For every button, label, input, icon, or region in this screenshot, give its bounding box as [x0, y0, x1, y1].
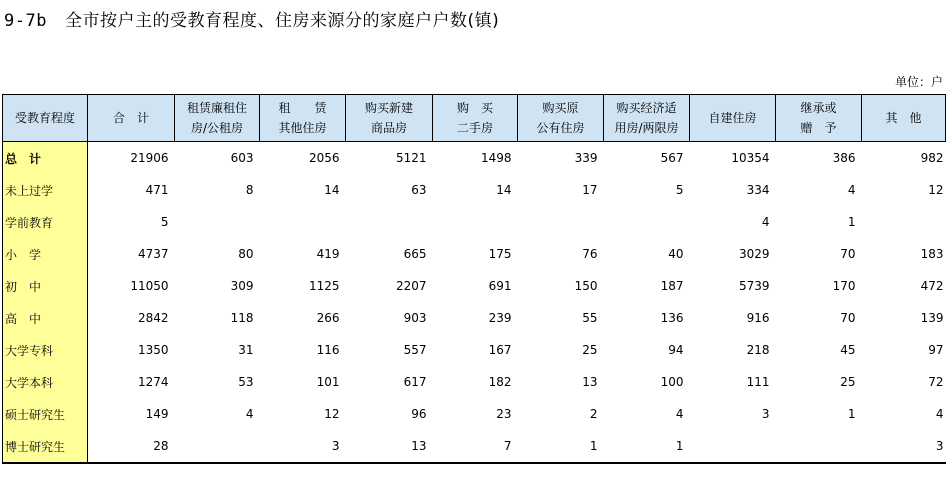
- table-cell: 218: [746, 343, 770, 357]
- table-cell: 386: [832, 151, 856, 165]
- column-header-line-2: 商品房: [370, 121, 407, 135]
- table-row: [3, 238, 946, 270]
- table-cell: 94: [668, 343, 684, 357]
- table-cell: [175, 430, 260, 463]
- table-cell: 40: [668, 247, 684, 261]
- table-body: [3, 142, 946, 464]
- table-cell: 2: [589, 407, 598, 421]
- column-header: [604, 95, 690, 142]
- table-cell: 72: [928, 375, 944, 389]
- table-cell: 17: [582, 183, 598, 197]
- row-label: 初 中: [3, 270, 88, 302]
- column-header-line-2: 房/公租房: [190, 121, 244, 135]
- table-cell: 1125: [308, 279, 340, 293]
- column-header-line-1: 继承或: [800, 101, 837, 115]
- table-cell: [776, 430, 862, 463]
- table-row: [3, 334, 946, 366]
- column-header-line-1: 合 计: [112, 111, 149, 125]
- table-cell: 139: [920, 311, 944, 325]
- column-header: [518, 95, 604, 142]
- table-cell: 3029: [738, 247, 770, 261]
- table-cell: [862, 206, 946, 238]
- table-cell: 45: [840, 343, 856, 357]
- page-title: [4, 6, 499, 31]
- table-cell: 266: [316, 311, 340, 325]
- table-cell: [690, 430, 776, 463]
- row-label: 总 计: [3, 142, 88, 175]
- table-cell: 665: [403, 247, 427, 261]
- table-cell: 1: [847, 407, 856, 421]
- table-cell: 3: [862, 430, 946, 463]
- row-label: 大学专科: [3, 334, 88, 366]
- row-label: 博士研究生: [3, 430, 88, 463]
- column-header-line-1: 租 赁: [278, 101, 327, 115]
- column-header-line-1: 购买新建: [364, 101, 413, 115]
- table-cell: 10354: [731, 151, 770, 165]
- table-cell: 167: [488, 343, 512, 357]
- table-cell: 419: [316, 247, 340, 261]
- table-cell: 175: [488, 247, 512, 261]
- table-header: [3, 95, 946, 142]
- table-row: [3, 174, 946, 206]
- row-label: 学前教育: [3, 206, 88, 238]
- column-header-line-1: 购 买: [456, 101, 493, 115]
- column-header-line-1: 购买原: [542, 101, 579, 115]
- row-label: 硕士研究生: [3, 398, 88, 430]
- data-table: [2, 94, 946, 464]
- table-cell: 25: [582, 343, 598, 357]
- table-cell: 557: [403, 343, 427, 357]
- table-code: 9-7b: [4, 11, 47, 31]
- table-cell: 97: [928, 343, 944, 357]
- table-cell: [518, 206, 604, 238]
- table-row: [3, 398, 946, 430]
- table-cell: 1274: [137, 375, 169, 389]
- table-title: 全市按户主的受教育程度、住房来源分的家庭户户数(镇): [64, 11, 500, 31]
- table-cell: 5: [675, 183, 684, 197]
- table-cell: 63: [411, 183, 427, 197]
- table-cell: 4: [761, 215, 770, 229]
- column-header-line-2: 公有住房: [536, 121, 585, 135]
- row-label: 未上过学: [3, 174, 88, 206]
- table-cell: 982: [920, 151, 944, 165]
- table-cell: 1: [604, 430, 690, 463]
- table-cell: 80: [238, 247, 254, 261]
- table-cell: 136: [660, 311, 684, 325]
- column-header: [690, 95, 776, 142]
- column-header: [433, 95, 518, 142]
- table-cell: 1: [847, 215, 856, 229]
- column-header-line-1: 其 他: [885, 111, 922, 125]
- table-cell: 150: [574, 279, 598, 293]
- table-cell: 183: [920, 247, 944, 261]
- table-cell: 13: [582, 375, 598, 389]
- column-header: [346, 95, 433, 142]
- column-header: [862, 95, 946, 142]
- table-cell: 116: [316, 343, 340, 357]
- table-cell: 4: [935, 407, 944, 421]
- table-cell: 53: [238, 375, 254, 389]
- table-cell: 5: [160, 215, 169, 229]
- table-cell: 1498: [480, 151, 512, 165]
- table-cell: [433, 206, 518, 238]
- column-header-line-2: 其他住房: [278, 121, 327, 135]
- table-cell: 21906: [130, 151, 169, 165]
- table-cell: 916: [746, 311, 770, 325]
- table-cell: 149: [145, 407, 169, 421]
- table-cell: 70: [840, 311, 856, 325]
- table-cell: 1: [518, 430, 604, 463]
- table-cell: [604, 206, 690, 238]
- table-cell: 4: [245, 407, 254, 421]
- table-row: [3, 366, 946, 398]
- table-cell: 101: [316, 375, 340, 389]
- table-cell: 14: [324, 183, 340, 197]
- table-cell: 96: [411, 407, 427, 421]
- row-label: 大学本科: [3, 366, 88, 398]
- table-cell: 471: [145, 183, 169, 197]
- column-header-line-1: 自建住房: [708, 111, 757, 125]
- table-cell: 1350: [137, 343, 169, 357]
- table-cell: 903: [403, 311, 427, 325]
- column-header: [776, 95, 862, 142]
- table-cell: [346, 206, 433, 238]
- table-cell: 31: [238, 343, 254, 357]
- table-cell: 5739: [738, 279, 770, 293]
- table-cell: 8: [245, 183, 254, 197]
- table-cell: 12: [324, 407, 340, 421]
- table-cell: 4: [847, 183, 856, 197]
- table-cell: 603: [230, 151, 254, 165]
- table-cell: 14: [496, 183, 512, 197]
- column-header-line-1: 受教育程度: [14, 111, 75, 125]
- table-cell: 11050: [130, 279, 169, 293]
- table-cell: 5121: [395, 151, 427, 165]
- table-cell: 13: [346, 430, 433, 463]
- table-row: [3, 302, 946, 334]
- table-row: [3, 270, 946, 302]
- table-cell: 55: [582, 311, 598, 325]
- column-header: [88, 95, 175, 142]
- table-cell: 23: [496, 407, 512, 421]
- table-cell: 70: [840, 247, 856, 261]
- table-cell: 7: [433, 430, 518, 463]
- column-header-line-1: 租赁廉租住: [186, 101, 247, 115]
- table-cell: 3: [260, 430, 346, 463]
- column-header-line-1: 购买经济适: [616, 101, 677, 115]
- table-cell: 472: [920, 279, 944, 293]
- table-cell: 239: [488, 311, 512, 325]
- table-cell: 2056: [308, 151, 340, 165]
- table-cell: [260, 206, 346, 238]
- table-cell: 2207: [395, 279, 427, 293]
- table-cell: [175, 206, 260, 238]
- table-row: [3, 142, 946, 175]
- row-label: 高 中: [3, 302, 88, 334]
- table-row: [3, 206, 946, 238]
- table-cell: 100: [660, 375, 684, 389]
- table-cell: 2842: [137, 311, 169, 325]
- header-row: [3, 95, 946, 142]
- table-cell: 187: [660, 279, 684, 293]
- table-row: [3, 430, 946, 463]
- table-cell: 4737: [137, 247, 169, 261]
- table-cell: 182: [488, 375, 512, 389]
- table-cell: 25: [840, 375, 856, 389]
- column-header: [260, 95, 346, 142]
- table-cell: 111: [746, 375, 770, 389]
- unit-label: 单位：户: [894, 75, 943, 89]
- row-label: 小 学: [3, 238, 88, 270]
- table-cell: 617: [403, 375, 427, 389]
- table-cell: 339: [574, 151, 598, 165]
- table-cell: 309: [230, 279, 254, 293]
- column-header: [175, 95, 260, 142]
- column-header-line-2: 用房/两限房: [614, 121, 679, 135]
- table-cell: 4: [675, 407, 684, 421]
- table-cell: 567: [660, 151, 684, 165]
- table-cell: 28: [88, 430, 175, 463]
- table-cell: 170: [832, 279, 856, 293]
- table-cell: 3: [761, 407, 770, 421]
- table-cell: 118: [230, 311, 254, 325]
- table-cell: 12: [928, 183, 944, 197]
- table-cell: 334: [746, 183, 770, 197]
- table-cell: 76: [582, 247, 598, 261]
- column-header: [3, 95, 88, 142]
- column-header-line-2: 二手房: [456, 121, 493, 135]
- column-header-line-2: 赠 予: [800, 121, 837, 135]
- table-cell: 691: [488, 279, 512, 293]
